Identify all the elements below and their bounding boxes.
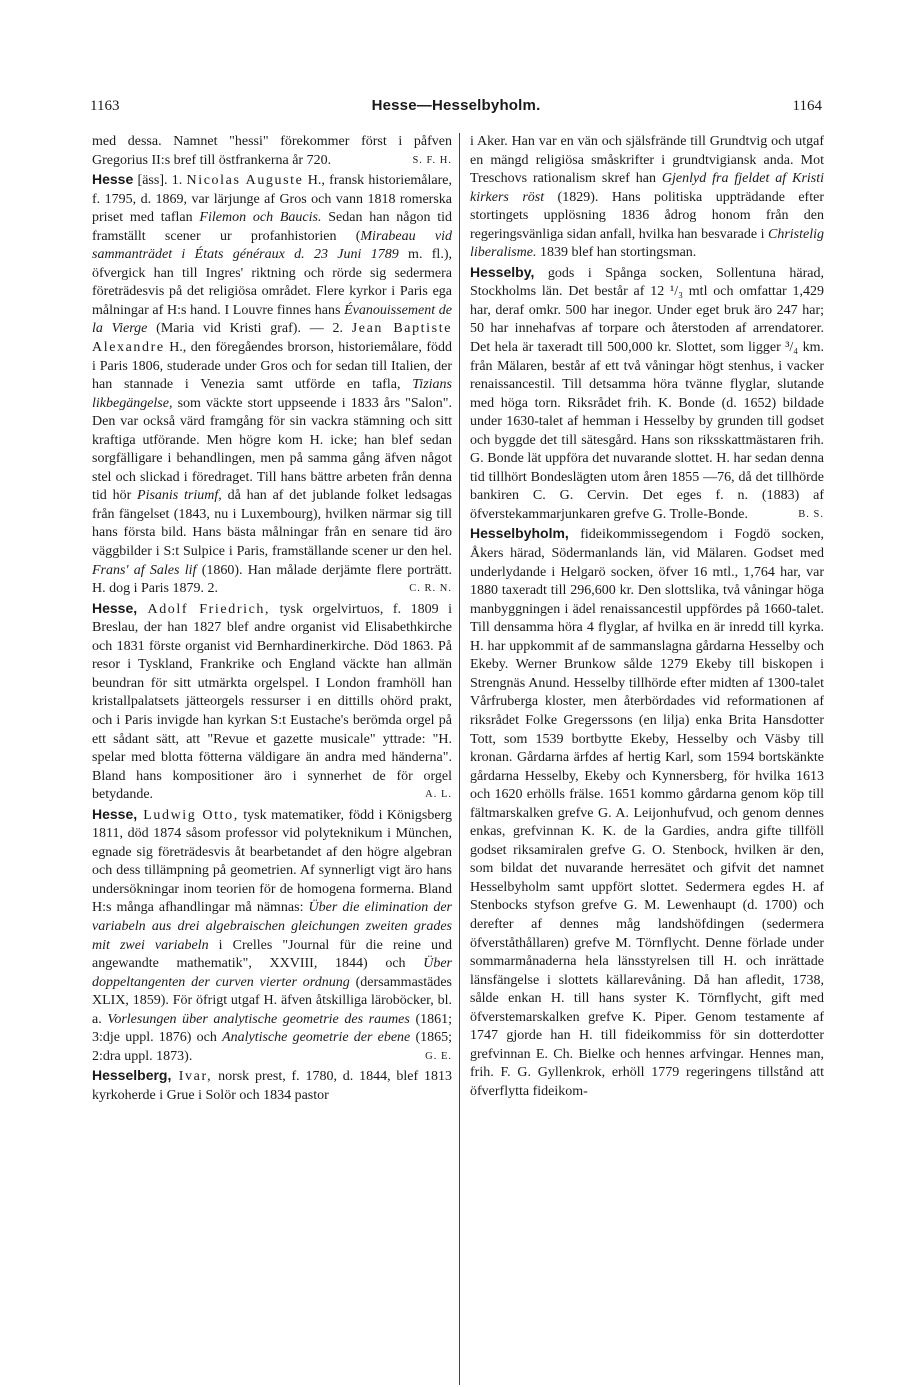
entry-hesselbyholm	[470, 524, 824, 1101]
entry-continuation-intro	[92, 133, 452, 170]
headword: Hesse	[92, 171, 134, 188]
author-signature: G. E.	[425, 1050, 452, 1062]
page-number-left: 1163	[90, 98, 120, 114]
person-name: Jean Baptiste Alexandre	[92, 321, 453, 356]
fraction: ³/₄	[785, 340, 799, 356]
headword: Hesselby,	[470, 263, 535, 280]
work-title: Vorlesungen über analytische geometrie des raumes	[107, 1011, 410, 1027]
entry-text: Hesse [äss]. 1. Nicolas Auguste H., fransk historiemålare, f. 1795, d. 1869, var lärjunge af Gros och vann 1818 romerska priset med taflan Filemon och Baucis. Sedan han någon tid framställt scener ur profanhistorien (Mirabeau vid sammanträdet i États généraux d. 23 Juni 1789 m. fl.), öfvergick han till Ingres' riktning och rörde sig sedermera företrädesvis på det religiösa området. Flere kyrkor i Paris ega målningar af H:s hand. I Louvre finnes hans Évanouissement de la Vierge (Maria vid Kristi graf). — 2. Jean Baptiste Alexandre H., den föregåendes brorson, historiemålare, född i Paris 1806, studerade under Gros och for sedan till Italien, der han stannade i Venezia samt utförde en tafla, Tizians likbegängelse, som väckte stort uppseende i 1833 års "Salon". Den var också värd framgång för sin vackra stämning och sitt kraftiga utförande. Men högre kom H. icke; han blef sedan sorgfälligare i behandlingen, men på samma gång äfven något stel och slickad i föredraget. Till hans bättre arbeten från denna tid hör Pisanis triumf, då han af det jublande folket ledsagas från fängelset (1843, nu i Luxembourg), hvilken närmar sig till hans första bild. Hans bästa målningar från en senare tid äro väggbilder i S:t Sulpice i Paris, framställande scener ur den hel. Frans' af Sales lif (1860). Han målade derjämte flere porträtt. H. dog i Paris 1879. 2. C. R. N.	[92, 170, 452, 599]
work-title: Tizians likbegängelse,	[92, 377, 452, 411]
work-title: Frans' af Sales lif	[92, 562, 197, 578]
author-signature: S. F. H.	[412, 154, 452, 166]
entry-text: Hesselbyholm, fideikommissegendom i Fogdö socken, Åkers härad, Södermanlands län, vid Mälaren. Godset med underlydande i Helgarö socken, öfver 16 mtl., 1,764 har, var 1880 taxeradt till 296,600 kr. Den slottslika, två våningar höga manbyggningen i ädel renaissancestil uppfördes på 1660-talet. Till densamma höra 4 flyglar, af hvilka en är inredd till kyrka. H. har uppkommit af de sammanslagna gårdarna Hesselby och Ekeby. Werner Brunkow sålde 1279 Ekeby till biskopen i Strengnäs Anund. Hesselby tillhörde efter midten af 1300-talet Vårfruberga kloster, men återbördades vid reformationen af riksrådet Folke Gregerssons (en lilja) enka Brita Hansdotter Tott, som 1539 bortbytte Ekeby, Hesselby och Väsby till kronan. Gårdarna ärfdes af hertig Karl, som 1594 bortskänkte gårdarna Hesselby, Ekeby och Kynnersberg, för hvilka 1613 och 1620 erhölls frälse. 1651 kommo gårdarna genom köp till fältmarskalken grefve G. A. Leijonhufvud, och genom dennes enkas, grefvinnan K. K. de la Gardies, andra gifte tillföll godset riksamiralen grefve G. O. Stenbock, hvilken är den, som bildat det nuvarande herresätet och gifvit det namnet Hesselbyholm samt uppfört slottet. Sedermera egdes H. af Stenbocks styfson grefve G. M. Lewenhaupt (d. 1700) och derefter af dennes måg landshöfdingen (sedermera öfverståthållaren) grefve M. Törnflycht. Denne förlade under sommarmånaderna hela länsstyrelsen till H. och inrättade länsfängelse i slottets källarevåning. Då han afledit, 1738, sålde enkan H. till hans syster K. Törnflycht, gift med öfverstemarskalken grefve K. Piper. Genom testamente af 1747 gjorde han H. till fideikommiss för sin dotterdotter grefvinnan E. Ch. Bielke och hennes arfvingar. Hennes man, frih. F. G. Gyllenkrok, erhöll 1779 regeringens tillstånd att öfverflytta fideikom-	[470, 525, 824, 1099]
work-title: Gjenlyd fra fjeldet af Kristi kirkers röst	[470, 171, 825, 205]
work-title: Évanouissement de la Vierge	[92, 302, 452, 337]
running-title: Hesse—Hesselbyholm.	[371, 97, 541, 114]
headword: Hesse,	[92, 805, 138, 822]
work-title: Pisanis triumf,	[137, 488, 222, 504]
fraction: ¹/₃	[670, 284, 683, 300]
page-header	[90, 96, 822, 120]
work-title: Über doppeltangenten der curven vierter ordnung	[92, 956, 452, 990]
left-column	[92, 133, 452, 1105]
work-title: Christelig liberalisme.	[470, 226, 824, 261]
column-divider	[459, 133, 460, 1385]
headword: Hesse,	[92, 599, 138, 616]
entry-hesselby	[470, 263, 824, 525]
person-name: Ludwig Otto,	[137, 807, 239, 823]
entry-text: Hesse, Ludwig Otto, tysk matematiker, född i Königsberg 1811, död 1874 såsom professor vid polyteknikum i München, egnade sig företrädesvis åt bearbetandet af den högre algebran och dess tillämpning på geometrien. Af synnerligt vigt äro hans undersökningar inom teorien för de homogena formerna. Bland H:s många afhandlingar må nämnas: Über die elimination der variabeln aus drei algebraischen gleichungen zweiten grades mit zwei variabeln i Crelles "Journal für die reine und angewandte mathematik", XXVIII, 1844) och Über doppeltangenten der curven vierter ordnung (dersammastädes XLIX, 1859). För öfrigt utgaf H. äfven åtskilliga läroböcker, bl. a. Vorlesungen über analytische geometrie des raumes (1861; 3:dje uppl. 1876) och Analytische geometrie der ebene (1865; 2:dra uppl. 1873). G. E.	[92, 805, 452, 1067]
entry-text: i Aker. Han var en vän och själsfrände till Grundtvig och utgaf en mängd religiösa småskrifter i grundtvigiansk anda. Mot Treschovs rationalism skref han Gjenlyd fra fjeldet af Kristi kirkers röst (1829). Hans politiska uppträdande efter stortingets upplösning 1836 ådrog honom från den regeringsvänliga sidan anfall, hvilka han besvarade i Christelig liberalisme. 1839 blef han stortingsman.	[470, 134, 825, 261]
page-number-right: 1164	[792, 98, 822, 114]
headword: Hesselbyholm,	[470, 525, 569, 542]
entry-hesse-nicolas	[92, 170, 452, 599]
work-title: Mirabeau vid sammanträdet i États généraux d. 23 Juni 1789	[92, 228, 452, 263]
work-title: Über die elimination der variabeln aus drei algebraischen gleichungen zweiten grades mit zwei variabeln	[92, 900, 452, 953]
entry-text: Hesselberg, Ivar, norsk prest, f. 1780, d. 1844, blef 1813 kyrkoherde i Grue i Solör och 1834 pastor	[92, 1067, 452, 1103]
entry-text: med dessa. Namnet "hessi" förekommer först i påfven Gregorius II:s bref till östfrankerna år 720. S. F. H.	[92, 133, 452, 170]
entry-hesse-ludwig	[92, 805, 452, 1067]
person-name: Ivar,	[171, 1069, 213, 1085]
headword: Hesselberg,	[92, 1067, 172, 1084]
right-column	[470, 133, 824, 1101]
entry-text: Hesselby, gods i Spånga socken, Sollentuna härad, Stockholms län. Det består af 12 ¹/₃ mtl och omfattar 1,429 har, deraf omkr. 500 har inegor. Under eget bruk äro 247 har; 50 har innehafvas af torpare och återstoden af arrendatorer. Det hela är taxeradt till 500,000 kr. Slottet, som ligger ³/₄ km. från Mälaren, består af ett två våningar högt stenhus, i vacker renaissancestil. Till detsamma höra tvänne flyglar, slutande med höga torn. Riksrådet frih. K. Bonde (d. 1652) bildade under 1630-talet af hemman i Hesselby by grunden till godset och byggde det till sätesgård. Hans son riksskattmästaren frih. G. Bonde lät uppföra det nuvarande slottet. H. har sedan denna tid tillhört Bondeslägten utom åren 1855 —76, då det tillhörde bankiren C. G. Cervin. Det eges f. n. (1883) af öfverstekammarjunkaren grefve G. Trolle-Bonde. B. S.	[470, 263, 824, 525]
author-signature: B. S.	[798, 508, 824, 520]
author-signature: A. L.	[425, 789, 452, 801]
person-name: Adolf Friedrich,	[137, 601, 271, 617]
entry-hesselberg	[92, 1066, 452, 1105]
entry-hesse-adolf	[92, 599, 452, 805]
work-title: Analytische geometrie der ebene	[222, 1030, 411, 1046]
entry-text: Hesse, Adolf Friedrich, tysk orgelvirtuos, f. 1809 i Breslau, der han 1827 blef andre organist vid Elisabethkirche och 1831 förste organist vid Bernhardinerkirche. Död 1863. På resor i Tyskland, Frankrike och England väckte han allmän beundran för sitt utmärkta orgelspel. I London framhöll han kristallpalatsets jätteorgels ressurser i en dittills ohörd prakt, och i Paris invigde han kyrkan S:t Eustache's berömda orgel på ett sådant sätt, att "Revue et gazette musicale" yttrade: "H. spelar med blotta fötterna väldigare än andra med händerna". Bland hans kompositioner äro i synnerhet de för orgel betydande. A. L.	[92, 599, 452, 805]
author-signature: C. R. N.	[409, 583, 452, 595]
entry-continuation-hesselberg	[470, 133, 824, 263]
person-name: Nicolas Auguste	[186, 173, 304, 189]
work-title: Filemon och Baucis.	[199, 210, 322, 226]
